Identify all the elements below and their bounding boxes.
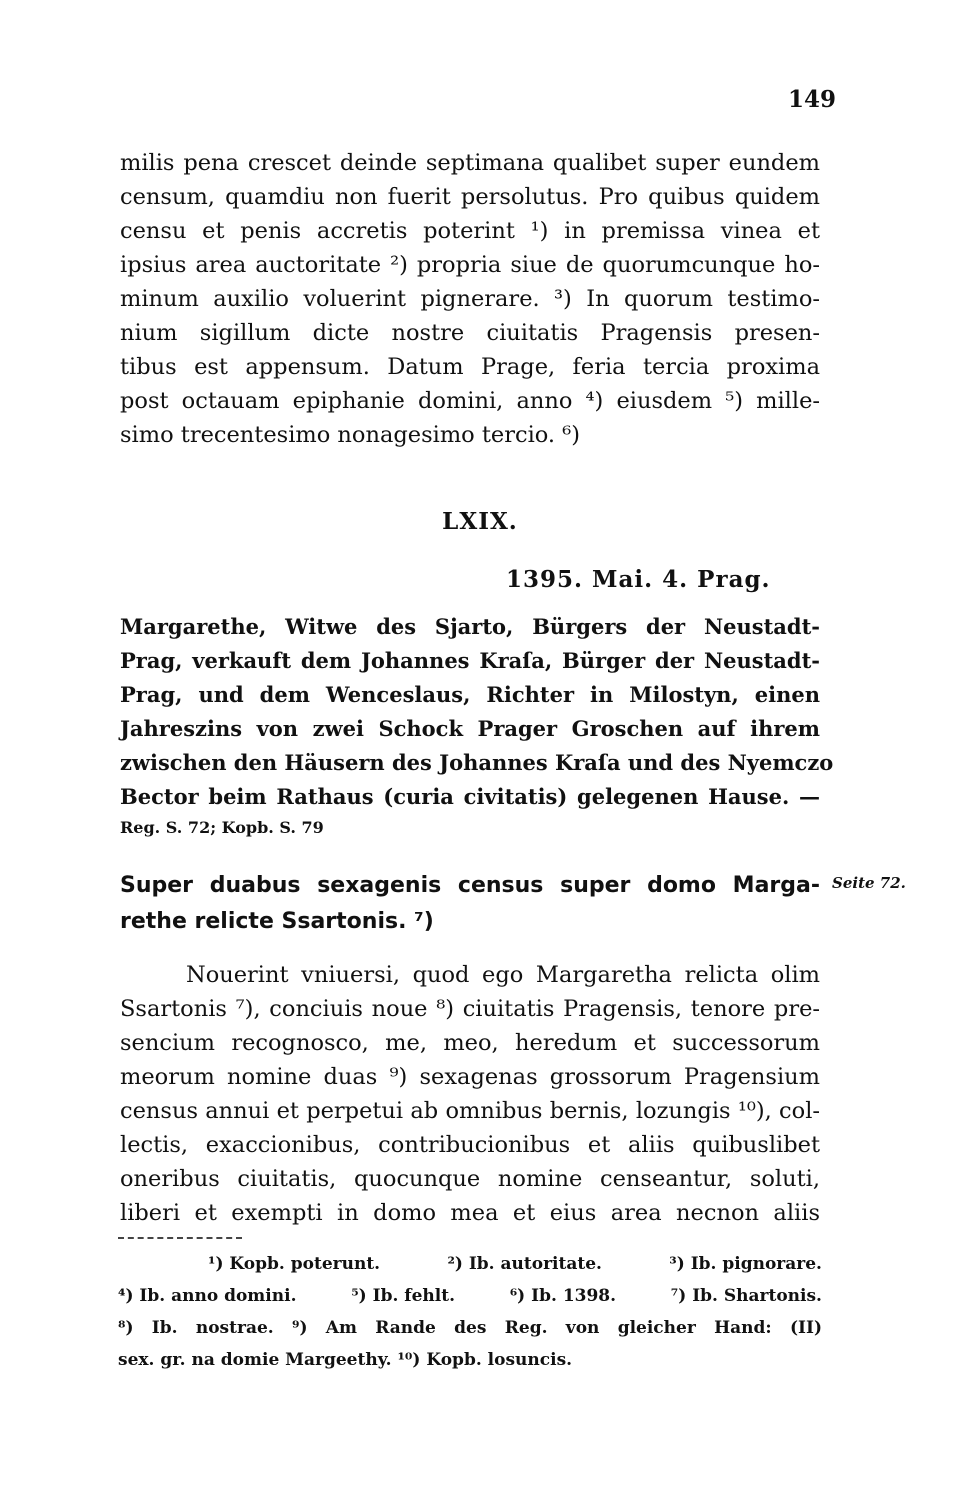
text-line: Nouerint vniuersi, quod ego Margaretha relicta olim	[186, 962, 820, 988]
text-line: tibus est appensum. Datum Prage, feria tercia proxima	[120, 354, 820, 380]
title-line: rethe relicte Ssartonis. ⁷)	[120, 909, 434, 934]
footnote: ⁵) Ib. fehlt.	[351, 1286, 456, 1306]
dateline: 1395. Mai. 4. Prag.	[506, 566, 771, 593]
text-line: simo trecentesimo nonagesimo tercio. ⁶)	[120, 422, 581, 448]
footnote-separator	[118, 1237, 242, 1239]
footnote-row	[118, 1280, 822, 1312]
text-line: milis pena crescet deinde septimana qualibet super eundem	[120, 150, 820, 176]
text-line: nium sigillum dicte nostre ciuitatis Pragensis presen-	[120, 320, 820, 346]
text-line: minum auxilio voluerint pignerare. ³) In quorum testimo-	[120, 286, 820, 312]
regest-line: zwischen den Häusern des Johannes Kraſa und des Nyemczo	[120, 750, 834, 775]
text-line: censum, quamdiu non fuerit persolutus. Pro quibus quidem	[120, 184, 820, 210]
document-number-heading: LXIX.	[442, 508, 518, 535]
text-line: oneribus ciuitatis, quocunque nomine censeantur, soluti,	[120, 1166, 820, 1192]
text-line: censu et penis accretis poterint ¹) in premissa vinea et	[120, 218, 820, 244]
text-line: Ssartonis ⁷), conciuis noue ⁸) ciuitatis Pragensis, tenore pre-	[120, 996, 820, 1022]
paragraph-continuation	[120, 146, 820, 452]
regest-line: Prag, verkauft dem Johannes Kraſa, Bürger der Neustadt-	[120, 648, 820, 673]
footnotes	[118, 1248, 822, 1376]
regest-line: Jahreszins von zwei Schock Prager Groschen auf ihrem	[120, 716, 820, 741]
regest-line: Prag, und dem Wenceslaus, Richter in Milostyn, einen	[120, 682, 820, 707]
text-line: census annui et perpetui ab omnibus bernis, lozungis ¹⁰), col-	[120, 1098, 820, 1124]
footnote-row	[118, 1248, 822, 1280]
text-line: meorum nomine duas ⁹) sexagenas grossorum Pragensium	[120, 1064, 820, 1090]
page-number: 149	[788, 86, 837, 113]
footnote: ³) Ib. pignorare.	[669, 1254, 822, 1274]
regest-line: Margarethe, Witwe des Sjarto, Bürgers der Neustadt-	[120, 614, 820, 639]
footnote: sex. gr. na domie Margeethy. ¹⁰) Kopb. losuncis.	[118, 1350, 573, 1370]
latin-title	[120, 868, 820, 940]
footnote: ⁷) Ib. Shartonis.	[670, 1286, 822, 1306]
text-line: liberi et exempti in domo mea et eius area necnon aliis	[120, 1200, 820, 1226]
text-line: post octauam epiphanie domini, anno ⁴) eiusdem ⁵) mille-	[120, 388, 820, 414]
footnote: ⁶) Ib. 1398.	[509, 1286, 617, 1306]
title-line: Super duabus sexagenis census super domo Marga-	[120, 873, 820, 898]
footnote: ²) Ib. autoritate.	[447, 1254, 602, 1274]
text-line: ipsius area auctoritate ²) propria siue de quorumcunque ho-	[120, 252, 820, 278]
charter-text	[120, 958, 820, 1230]
footnote: ⁴) Ib. anno domini.	[118, 1286, 297, 1306]
footnote: ¹) Kopb. poterunt.	[208, 1254, 381, 1274]
regest-line: Bector beim Rathaus (curia civitatis) gelegenen Hause. —	[120, 784, 820, 809]
source-references: Reg. S. 72; Kopb. S. 79	[120, 818, 324, 837]
regest-summary	[120, 610, 834, 842]
text-line: lectis, exaccionibus, contribucionibus et aliis quibuslibet	[120, 1132, 820, 1158]
footnote: ⁸) Ib. nostrae. ⁹) Am Rande des Reg. von gleicher Hand: (II)	[118, 1318, 822, 1338]
text-line: sencium recognosco, me, meo, heredum et successorum	[120, 1030, 820, 1056]
margin-note: Seite 72.	[832, 874, 906, 892]
